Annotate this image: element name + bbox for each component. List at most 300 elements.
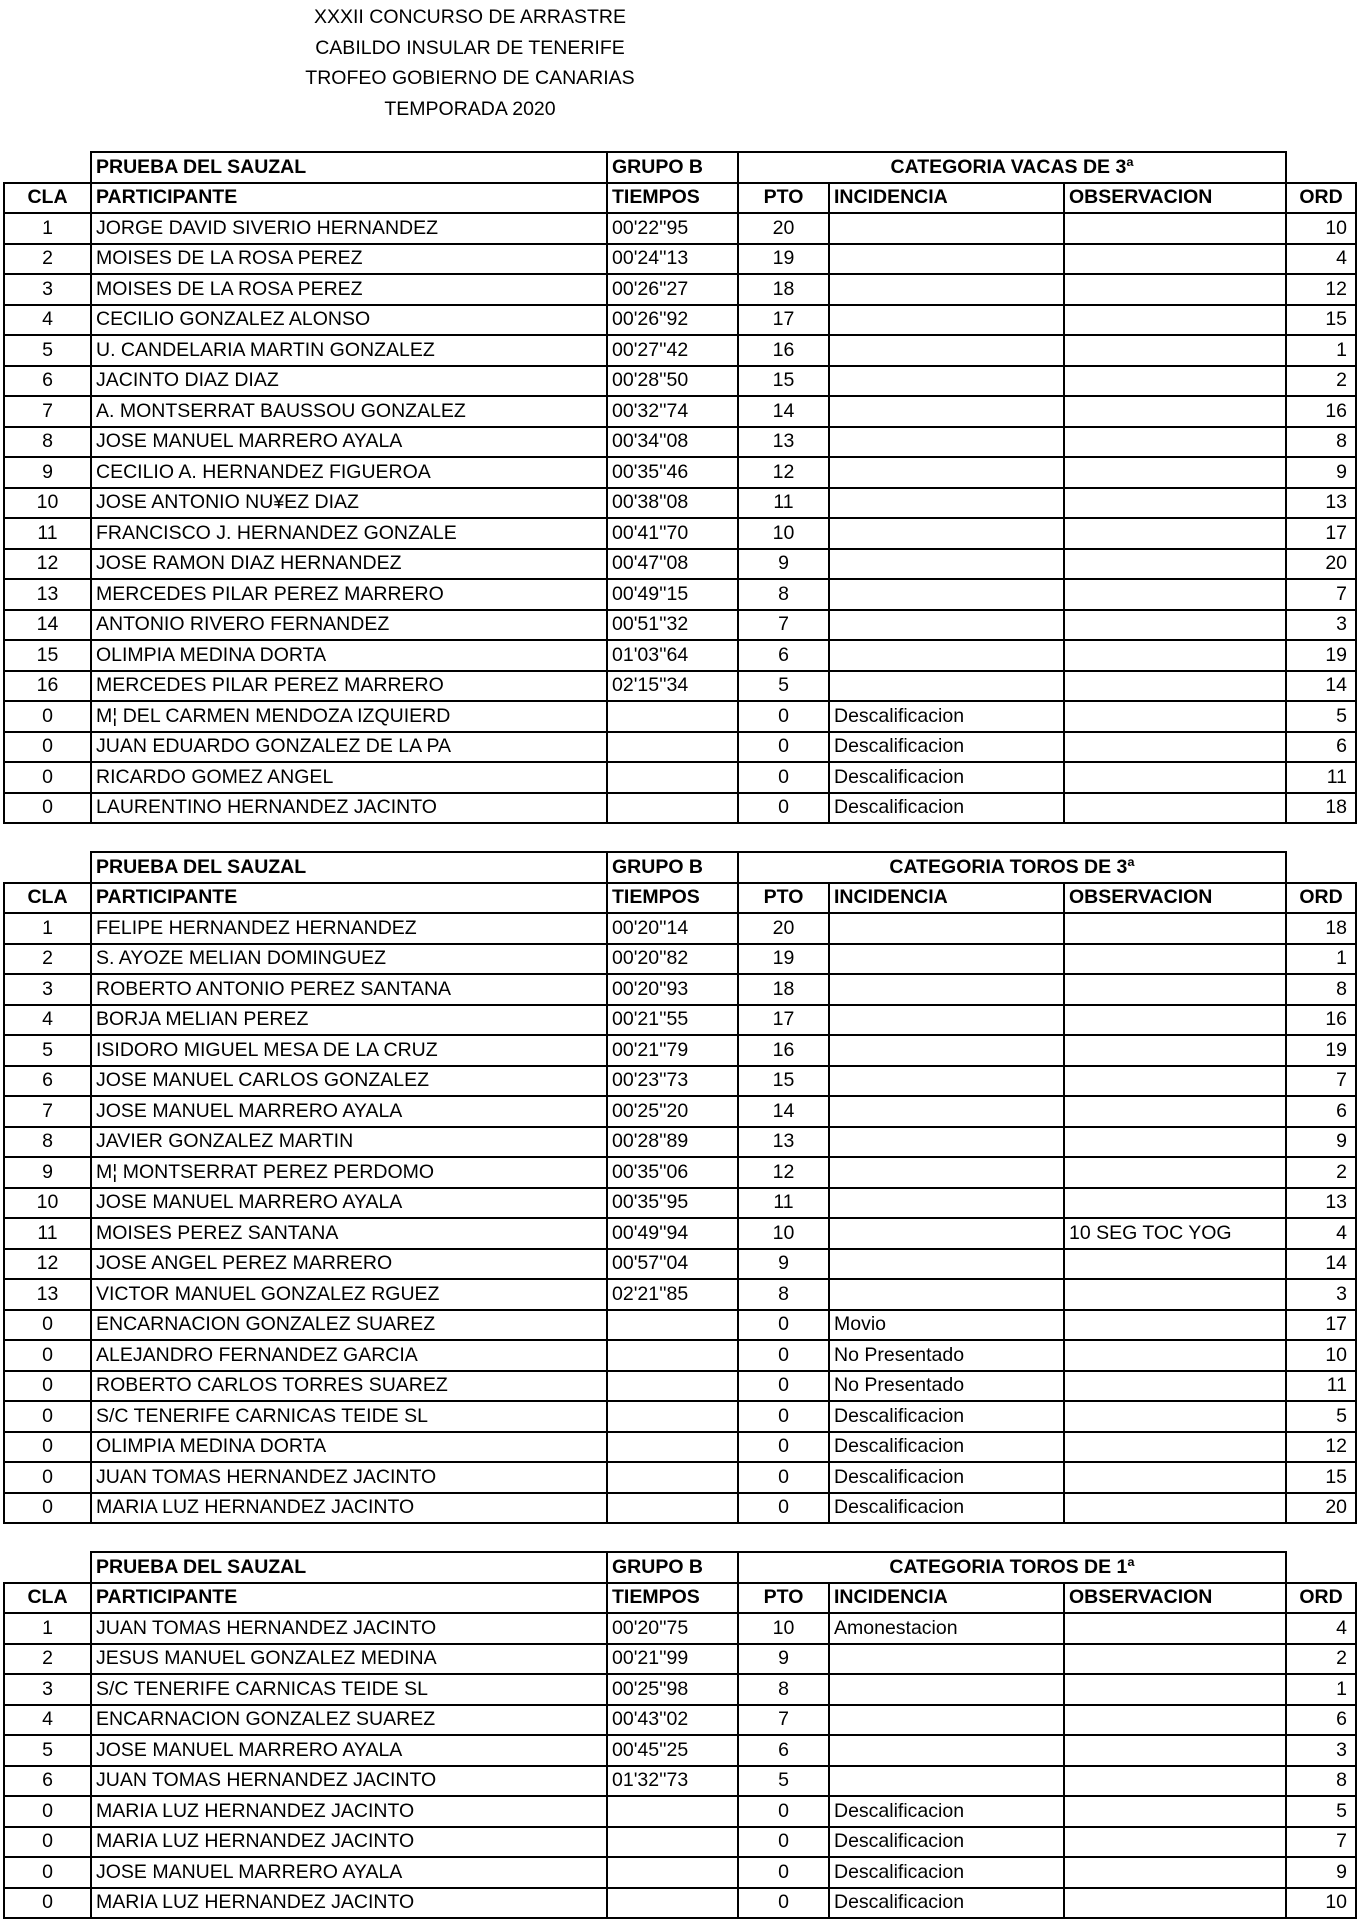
cell-ord: 12 (1286, 274, 1356, 305)
cell-participante: JAVIER GONZALEZ MARTIN (91, 1127, 607, 1158)
cell-ord: 5 (1286, 1401, 1356, 1432)
cell-observacion (1064, 1735, 1286, 1766)
cell-participante: A. MONTSERRAT BAUSSOU GONZALEZ (91, 396, 607, 427)
table-row (4, 1644, 1356, 1675)
cell-participante: JUAN TOMAS HERNANDEZ JACINTO (91, 1766, 607, 1797)
col-header-observacion: OBSERVACION (1064, 883, 1286, 914)
cell-participante: CECILIO A. HERNANDEZ FIGUEROA (91, 457, 607, 488)
col-header-cla: CLA (4, 1583, 91, 1614)
table-row (4, 244, 1356, 275)
table-row (4, 1218, 1356, 1249)
grupo-label: GRUPO B (607, 1552, 738, 1583)
col-header-observacion: OBSERVACION (1064, 1583, 1286, 1614)
table-row (4, 1249, 1356, 1280)
cell-pto: 17 (738, 305, 829, 336)
cell-observacion (1064, 335, 1286, 366)
cell-observacion (1064, 1674, 1286, 1705)
col-header-tiempos: TIEMPOS (607, 1583, 738, 1614)
table-row (4, 1674, 1356, 1705)
col-header-incidencia: INCIDENCIA (829, 1583, 1064, 1614)
cell-tiempos: 00'38''08 (607, 488, 738, 519)
cell-participante: JOSE MANUEL MARRERO AYALA (91, 1096, 607, 1127)
table-row (4, 793, 1356, 824)
cell-participante: MOISES PEREZ SANTANA (91, 1218, 607, 1249)
cell-participante: FRANCISCO J. HERNANDEZ GONZALE (91, 518, 607, 549)
cell-tiempos (607, 1857, 738, 1888)
cell-observacion (1064, 1857, 1286, 1888)
cell-pto: 12 (738, 457, 829, 488)
cell-tiempos: 00'23''73 (607, 1066, 738, 1097)
prueba-label: PRUEBA DEL SAUZAL (91, 852, 607, 883)
cell-participante: JOSE MANUEL CARLOS GONZALEZ (91, 1066, 607, 1097)
cell-ord: 13 (1286, 1188, 1356, 1219)
cell-ord: 11 (1286, 762, 1356, 793)
cell-incidencia (829, 913, 1064, 944)
cell-tiempos: 01'03''64 (607, 640, 738, 671)
cell-tiempos (607, 1888, 738, 1919)
table-row (4, 579, 1356, 610)
cell-cla: 0 (4, 1857, 91, 1888)
cell-incidencia (829, 1735, 1064, 1766)
cell-cla: 13 (4, 1279, 91, 1310)
table-row (4, 1340, 1356, 1371)
cell-ord: 14 (1286, 671, 1356, 702)
cell-cla: 0 (4, 1340, 91, 1371)
cell-participante: S/C TENERIFE CARNICAS TEIDE SL (91, 1401, 607, 1432)
cell-incidencia: No Presentado (829, 1371, 1064, 1402)
cell-observacion (1064, 244, 1286, 275)
cell-participante: JOSE MANUEL MARRERO AYALA (91, 427, 607, 458)
cell-incidencia (829, 1249, 1064, 1280)
cell-tiempos: 00'21''99 (607, 1644, 738, 1675)
table-row (4, 1766, 1356, 1797)
cell-cla: 10 (4, 1188, 91, 1219)
cell-cla: 9 (4, 1157, 91, 1188)
cell-incidencia (829, 1005, 1064, 1036)
results-table (3, 151, 1357, 824)
cell-ord: 7 (1286, 1827, 1356, 1858)
cell-incidencia: Amonestacion (829, 1613, 1064, 1644)
cell-pto: 5 (738, 671, 829, 702)
cell-tiempos: 00'49''94 (607, 1218, 738, 1249)
cell-pto: 20 (738, 213, 829, 244)
cell-observacion (1064, 974, 1286, 1005)
table-row (4, 1613, 1356, 1644)
cell-participante: LAURENTINO HERNANDEZ JACINTO (91, 793, 607, 824)
grupo-label: GRUPO B (607, 152, 738, 183)
cell-tiempos: 00'34''08 (607, 427, 738, 458)
cell-cla: 5 (4, 1735, 91, 1766)
cell-observacion (1064, 793, 1286, 824)
cell-observacion (1064, 1432, 1286, 1463)
cell-cla: 5 (4, 335, 91, 366)
table-row (4, 1066, 1356, 1097)
cell-participante: JOSE MANUEL MARRERO AYALA (91, 1735, 607, 1766)
col-header-incidencia: INCIDENCIA (829, 883, 1064, 914)
table-row (4, 396, 1356, 427)
blank-cell (4, 152, 91, 183)
cell-incidencia (829, 1188, 1064, 1219)
cell-cla: 9 (4, 457, 91, 488)
cell-incidencia (829, 518, 1064, 549)
cell-incidencia (829, 366, 1064, 397)
cell-incidencia: Movio (829, 1310, 1064, 1341)
cell-incidencia (829, 305, 1064, 336)
cell-participante: MOISES DE LA ROSA PEREZ (91, 244, 607, 275)
cell-observacion (1064, 1035, 1286, 1066)
table-row (4, 1279, 1356, 1310)
cell-pto: 0 (738, 1401, 829, 1432)
table-row (4, 1188, 1356, 1219)
cell-tiempos (607, 1493, 738, 1524)
cell-tiempos: 00'24''13 (607, 244, 738, 275)
cell-participante: ENCARNACION GONZALEZ SUAREZ (91, 1310, 607, 1341)
cell-ord: 17 (1286, 1310, 1356, 1341)
cell-participante: JOSE RAMON DIAZ HERNANDEZ (91, 549, 607, 580)
cell-ord: 18 (1286, 913, 1356, 944)
cell-pto: 7 (738, 610, 829, 641)
cell-cla: 8 (4, 427, 91, 458)
blank-cell (4, 1552, 91, 1583)
table-row (4, 1888, 1356, 1919)
cell-tiempos (607, 701, 738, 732)
cell-incidencia (829, 579, 1064, 610)
cell-pto: 5 (738, 1766, 829, 1797)
cell-ord: 6 (1286, 1096, 1356, 1127)
cell-participante: U. CANDELARIA MARTIN GONZALEZ (91, 335, 607, 366)
cell-incidencia (829, 335, 1064, 366)
cell-participante: JOSE ANGEL PEREZ MARRERO (91, 1249, 607, 1280)
cell-participante: JOSE MANUEL MARRERO AYALA (91, 1188, 607, 1219)
col-header-tiempos: TIEMPOS (607, 883, 738, 914)
cell-pto: 8 (738, 579, 829, 610)
cell-participante: JOSE ANTONIO NU¥EZ DIAZ (91, 488, 607, 519)
cell-participante: MARIA LUZ HERNANDEZ JACINTO (91, 1827, 607, 1858)
cell-tiempos: 00'57''04 (607, 1249, 738, 1280)
cell-pto: 11 (738, 1188, 829, 1219)
cell-tiempos (607, 732, 738, 763)
cell-pto: 0 (738, 1827, 829, 1858)
cell-incidencia (829, 244, 1064, 275)
cell-incidencia (829, 1674, 1064, 1705)
cell-observacion (1064, 640, 1286, 671)
cell-ord: 16 (1286, 396, 1356, 427)
cell-cla: 11 (4, 1218, 91, 1249)
table-row (4, 1401, 1356, 1432)
table-row (4, 913, 1356, 944)
cell-tiempos: 00'35''95 (607, 1188, 738, 1219)
cell-pto: 0 (738, 1857, 829, 1888)
col-header-participante: PARTICIPANTE (91, 883, 607, 914)
cell-ord: 4 (1286, 244, 1356, 275)
category-title-row (4, 852, 1356, 883)
organizer-name: CABILDO INSULAR DE TENERIFE (315, 36, 625, 59)
cell-participante: M¦ DEL CARMEN MENDOZA IZQUIERD (91, 701, 607, 732)
categoria-label: CATEGORIA TOROS DE 3ª (738, 852, 1286, 883)
cell-participante: JOSE MANUEL MARRERO AYALA (91, 1857, 607, 1888)
table-row (4, 457, 1356, 488)
cell-tiempos: 00'20''14 (607, 913, 738, 944)
cell-tiempos: 00'49''15 (607, 579, 738, 610)
cell-tiempos: 00'35''46 (607, 457, 738, 488)
cell-pto: 9 (738, 549, 829, 580)
cell-observacion (1064, 1279, 1286, 1310)
cell-participante: ROBERTO CARLOS TORRES SUAREZ (91, 1371, 607, 1402)
cell-pto: 6 (738, 1735, 829, 1766)
cell-participante: MARIA LUZ HERNANDEZ JACINTO (91, 1493, 607, 1524)
cell-participante: BORJA MELIAN PEREZ (91, 1005, 607, 1036)
cell-cla: 0 (4, 732, 91, 763)
cell-cla: 13 (4, 579, 91, 610)
cell-participante: OLIMPIA MEDINA DORTA (91, 640, 607, 671)
cell-cla: 6 (4, 1066, 91, 1097)
cell-tiempos: 00'20''93 (607, 974, 738, 1005)
cell-observacion (1064, 913, 1286, 944)
cell-ord: 7 (1286, 1066, 1356, 1097)
cell-pto: 0 (738, 1888, 829, 1919)
cell-incidencia: Descalificacion (829, 732, 1064, 763)
cell-observacion (1064, 1127, 1286, 1158)
cell-participante: FELIPE HERNANDEZ HERNANDEZ (91, 913, 607, 944)
cell-pto: 9 (738, 1644, 829, 1675)
col-header-ord: ORD (1286, 1583, 1356, 1614)
cell-incidencia (829, 1766, 1064, 1797)
results-section-toros-1 (3, 1551, 1355, 1919)
cell-observacion (1064, 274, 1286, 305)
cell-ord: 10 (1286, 213, 1356, 244)
cell-pto: 0 (738, 701, 829, 732)
cell-cla: 12 (4, 549, 91, 580)
cell-tiempos: 00'27''42 (607, 335, 738, 366)
categoria-label: CATEGORIA VACAS DE 3ª (738, 152, 1286, 183)
trophy-name: TROFEO GOBIERNO DE CANARIAS (305, 67, 635, 89)
cell-cla: 4 (4, 1005, 91, 1036)
cell-tiempos: 00'35''06 (607, 1157, 738, 1188)
cell-incidencia (829, 640, 1064, 671)
cell-observacion (1064, 1371, 1286, 1402)
cell-participante: JUAN EDUARDO GONZALEZ DE LA PA (91, 732, 607, 763)
table-row (4, 671, 1356, 702)
cell-cla: 0 (4, 762, 91, 793)
cell-pto: 0 (738, 1340, 829, 1371)
cell-ord: 13 (1286, 488, 1356, 519)
cell-incidencia (829, 1066, 1064, 1097)
cell-observacion (1064, 1401, 1286, 1432)
cell-ord: 1 (1286, 944, 1356, 975)
cell-ord: 3 (1286, 1735, 1356, 1766)
cell-observacion (1064, 732, 1286, 763)
cell-participante: JUAN TOMAS HERNANDEZ JACINTO (91, 1462, 607, 1493)
cell-ord: 6 (1286, 732, 1356, 763)
cell-participante: S. AYOZE MELIAN DOMINGUEZ (91, 944, 607, 975)
cell-pto: 14 (738, 396, 829, 427)
cell-observacion (1064, 1462, 1286, 1493)
table-row (4, 974, 1356, 1005)
cell-pto: 6 (738, 640, 829, 671)
cell-tiempos: 00'20''82 (607, 944, 738, 975)
cell-tiempos: 00'26''27 (607, 274, 738, 305)
cell-ord: 8 (1286, 974, 1356, 1005)
cell-cla: 3 (4, 1674, 91, 1705)
cell-tiempos: 00'43''02 (607, 1705, 738, 1736)
cell-pto: 10 (738, 1218, 829, 1249)
cell-pto: 15 (738, 366, 829, 397)
cell-ord: 1 (1286, 1674, 1356, 1705)
cell-observacion (1064, 1827, 1286, 1858)
cell-cla: 6 (4, 1766, 91, 1797)
cell-ord: 4 (1286, 1613, 1356, 1644)
table-row (4, 274, 1356, 305)
table-row (4, 1035, 1356, 1066)
cell-pto: 0 (738, 732, 829, 763)
cell-pto: 8 (738, 1279, 829, 1310)
cell-pto: 8 (738, 1674, 829, 1705)
cell-observacion (1064, 518, 1286, 549)
cell-tiempos (607, 1827, 738, 1858)
cell-tiempos (607, 1340, 738, 1371)
cell-ord: 10 (1286, 1340, 1356, 1371)
cell-tiempos: 01'32''73 (607, 1766, 738, 1797)
cell-ord: 3 (1286, 1279, 1356, 1310)
cell-observacion (1064, 488, 1286, 519)
results-section-toros-3 (3, 851, 1355, 1524)
cell-pto: 15 (738, 1066, 829, 1097)
cell-observacion (1064, 1066, 1286, 1097)
cell-pto: 0 (738, 1796, 829, 1827)
cell-cla: 0 (4, 1827, 91, 1858)
cell-incidencia: Descalificacion (829, 1462, 1064, 1493)
cell-observacion (1064, 701, 1286, 732)
column-header-row (4, 1583, 1356, 1614)
cell-observacion (1064, 1096, 1286, 1127)
results-body (4, 913, 1356, 1523)
cell-observacion (1064, 671, 1286, 702)
col-header-pto: PTO (738, 183, 829, 214)
cell-pto: 12 (738, 1157, 829, 1188)
column-header-row (4, 883, 1356, 914)
cell-cla: 0 (4, 1493, 91, 1524)
cell-observacion (1064, 579, 1286, 610)
cell-incidencia: Descalificacion (829, 1796, 1064, 1827)
col-header-participante: PARTICIPANTE (91, 183, 607, 214)
cell-cla: 0 (4, 1371, 91, 1402)
table-row (4, 1096, 1356, 1127)
cell-cla: 1 (4, 913, 91, 944)
cell-pto: 0 (738, 1371, 829, 1402)
cell-observacion (1064, 1493, 1286, 1524)
table-row (4, 305, 1356, 336)
cell-tiempos: 00'47''08 (607, 549, 738, 580)
table-row (4, 640, 1356, 671)
table-row (4, 1005, 1356, 1036)
cell-tiempos: 00'28''50 (607, 366, 738, 397)
cell-participante: VICTOR MANUEL GONZALEZ RGUEZ (91, 1279, 607, 1310)
table-row (4, 213, 1356, 244)
cell-tiempos (607, 793, 738, 824)
cell-incidencia: Descalificacion (829, 701, 1064, 732)
cell-cla: 0 (4, 1401, 91, 1432)
categoria-label: CATEGORIA TOROS DE 1ª (738, 1552, 1286, 1583)
cell-cla: 16 (4, 671, 91, 702)
cell-participante: ALEJANDRO FERNANDEZ GARCIA (91, 1340, 607, 1371)
cell-incidencia (829, 488, 1064, 519)
cell-participante: OLIMPIA MEDINA DORTA (91, 1432, 607, 1463)
cell-incidencia (829, 427, 1064, 458)
blank-cell (1286, 152, 1356, 183)
cell-incidencia (829, 1644, 1064, 1675)
contest-title: XXXII CONCURSO DE ARRASTRE (313, 6, 627, 28)
col-header-cla: CLA (4, 883, 91, 914)
cell-cla: 0 (4, 701, 91, 732)
cell-cla: 0 (4, 1796, 91, 1827)
results-body (4, 213, 1356, 823)
cell-tiempos: 00'21''55 (607, 1005, 738, 1036)
cell-cla: 15 (4, 640, 91, 671)
cell-observacion (1064, 305, 1286, 336)
table-row (4, 610, 1356, 641)
cell-ord: 20 (1286, 549, 1356, 580)
table-row (4, 1857, 1356, 1888)
cell-ord: 6 (1286, 1705, 1356, 1736)
cell-observacion (1064, 1796, 1286, 1827)
table-row (4, 1310, 1356, 1341)
column-header-row (4, 183, 1356, 214)
cell-participante: MOISES DE LA ROSA PEREZ (91, 274, 607, 305)
cell-pto: 19 (738, 944, 829, 975)
col-header-participante: PARTICIPANTE (91, 1583, 607, 1614)
results-body (4, 1613, 1356, 1918)
table-row (4, 1371, 1356, 1402)
table-row (4, 366, 1356, 397)
cell-ord: 10 (1286, 1888, 1356, 1919)
cell-cla: 3 (4, 274, 91, 305)
table-row (4, 518, 1356, 549)
table-row (4, 701, 1356, 732)
cell-ord: 14 (1286, 1249, 1356, 1280)
cell-pto: 19 (738, 244, 829, 275)
cell-incidencia: Descalificacion (829, 1432, 1064, 1463)
table-row (4, 1157, 1356, 1188)
cell-observacion (1064, 1766, 1286, 1797)
cell-tiempos: 00'25''20 (607, 1096, 738, 1127)
cell-participante: ENCARNACION GONZALEZ SUAREZ (91, 1705, 607, 1736)
cell-cla: 6 (4, 366, 91, 397)
cell-pto: 0 (738, 793, 829, 824)
cell-cla: 4 (4, 1705, 91, 1736)
cell-observacion (1064, 366, 1286, 397)
results-section-vacas-3 (3, 151, 1355, 824)
cell-participante: JESUS MANUEL GONZALEZ MEDINA (91, 1644, 607, 1675)
cell-cla: 0 (4, 1462, 91, 1493)
cell-incidencia: Descalificacion (829, 1857, 1064, 1888)
cell-ord: 9 (1286, 1127, 1356, 1158)
cell-ord: 1 (1286, 335, 1356, 366)
col-header-tiempos: TIEMPOS (607, 183, 738, 214)
cell-observacion (1064, 1613, 1286, 1644)
cell-pto: 10 (738, 518, 829, 549)
cell-tiempos (607, 1432, 738, 1463)
table-row (4, 732, 1356, 763)
cell-incidencia (829, 944, 1064, 975)
cell-ord: 9 (1286, 457, 1356, 488)
cell-incidencia (829, 1035, 1064, 1066)
cell-ord: 16 (1286, 1005, 1356, 1036)
cell-ord: 5 (1286, 701, 1356, 732)
cell-pto: 0 (738, 1462, 829, 1493)
cell-participante: CECILIO GONZALEZ ALONSO (91, 305, 607, 336)
blank-cell (1286, 1552, 1356, 1583)
cell-participante: ISIDORO MIGUEL MESA DE LA CRUZ (91, 1035, 607, 1066)
